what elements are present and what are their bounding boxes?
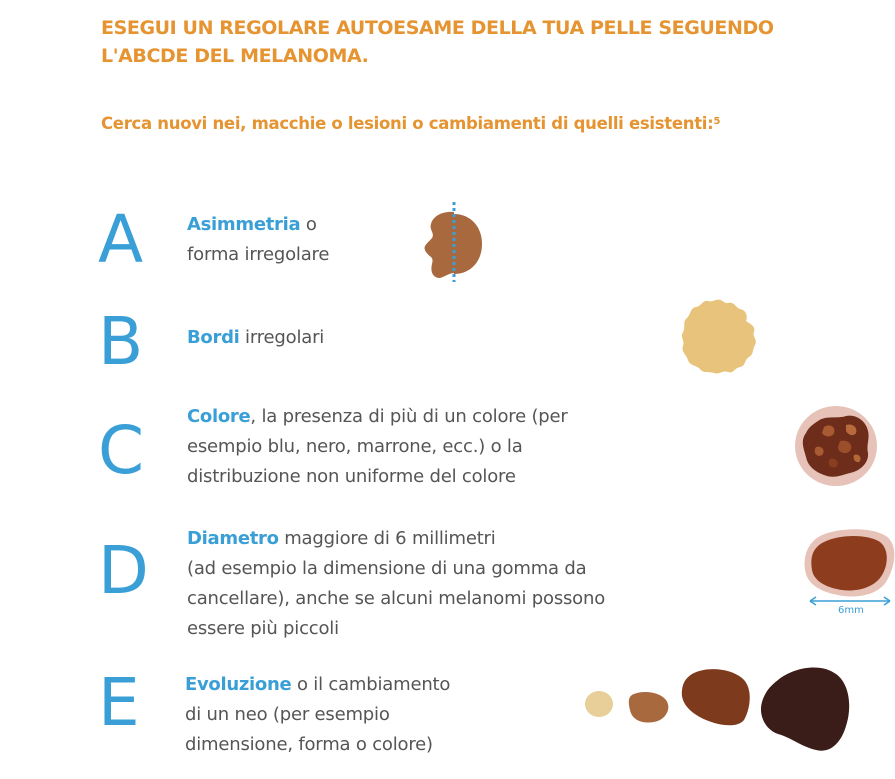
desc-e-line-3: dimensione, forma o colore) (185, 734, 433, 755)
desc-e-line-2: di un neo (per esempio (185, 704, 390, 725)
heading-line-1: ESEGUI UN REGOLARE AUTOESAME DELLA TUA PELLE SEGUENDO (101, 17, 774, 39)
footnote-marker: 5 (713, 116, 721, 127)
desc-c-line-1: , la presenza di più di un colore (per (250, 406, 568, 427)
description-d (187, 524, 605, 644)
heading-line-2: L'ABCDE DEL MELANOMA. (101, 45, 369, 67)
description-b (187, 323, 324, 353)
desc-b-line-1: irregolari (239, 327, 325, 348)
diameter-mole-icon (800, 526, 895, 606)
letter-e: E (98, 664, 140, 741)
desc-c-line-3: distribuzione non uniforme del colore (187, 466, 516, 487)
letter-d: D (98, 532, 149, 609)
page-heading (101, 14, 861, 70)
term-colore: Colore (187, 406, 251, 427)
subtitle-text: Cerca nuovi nei, macchie o lesioni o cambiamenti di quelli esistenti: (101, 114, 714, 133)
desc-c-line-2: esempio blu, nero, marrone, ecc.) o la (187, 436, 523, 457)
letter-c: C (98, 412, 145, 489)
desc-a-line-2: forma irregolare (187, 244, 330, 265)
asymmetric-mole-icon (418, 200, 488, 284)
term-asimmetria: Asimmetria (187, 214, 301, 235)
description-e (185, 670, 450, 760)
term-bordi: Bordi (187, 327, 240, 348)
multicolor-mole-icon (794, 405, 880, 487)
desc-d-line-4: essere più piccoli (187, 618, 339, 639)
description-c (187, 402, 568, 492)
diameter-measure-label: 6mm (838, 605, 864, 616)
description-a (187, 210, 329, 270)
letter-a: A (98, 201, 144, 278)
term-evoluzione: Evoluzione (185, 674, 292, 695)
desc-e-line-1: o il cambiamento (291, 674, 451, 695)
term-diametro: Diametro (187, 528, 279, 549)
page-subtitle (101, 112, 881, 136)
desc-a-line-1: o (300, 214, 317, 235)
desc-d-line-2: (ad esempio la dimensione di una gomma da (187, 558, 587, 579)
desc-d-line-3: cancellare), anche se alcuni melanomi possono (187, 588, 606, 609)
desc-d-line-1: maggiore di 6 millimetri (278, 528, 496, 549)
evolving-mole-icon (580, 660, 855, 772)
letter-b: B (98, 303, 144, 380)
irregular-border-mole-icon (678, 296, 760, 376)
